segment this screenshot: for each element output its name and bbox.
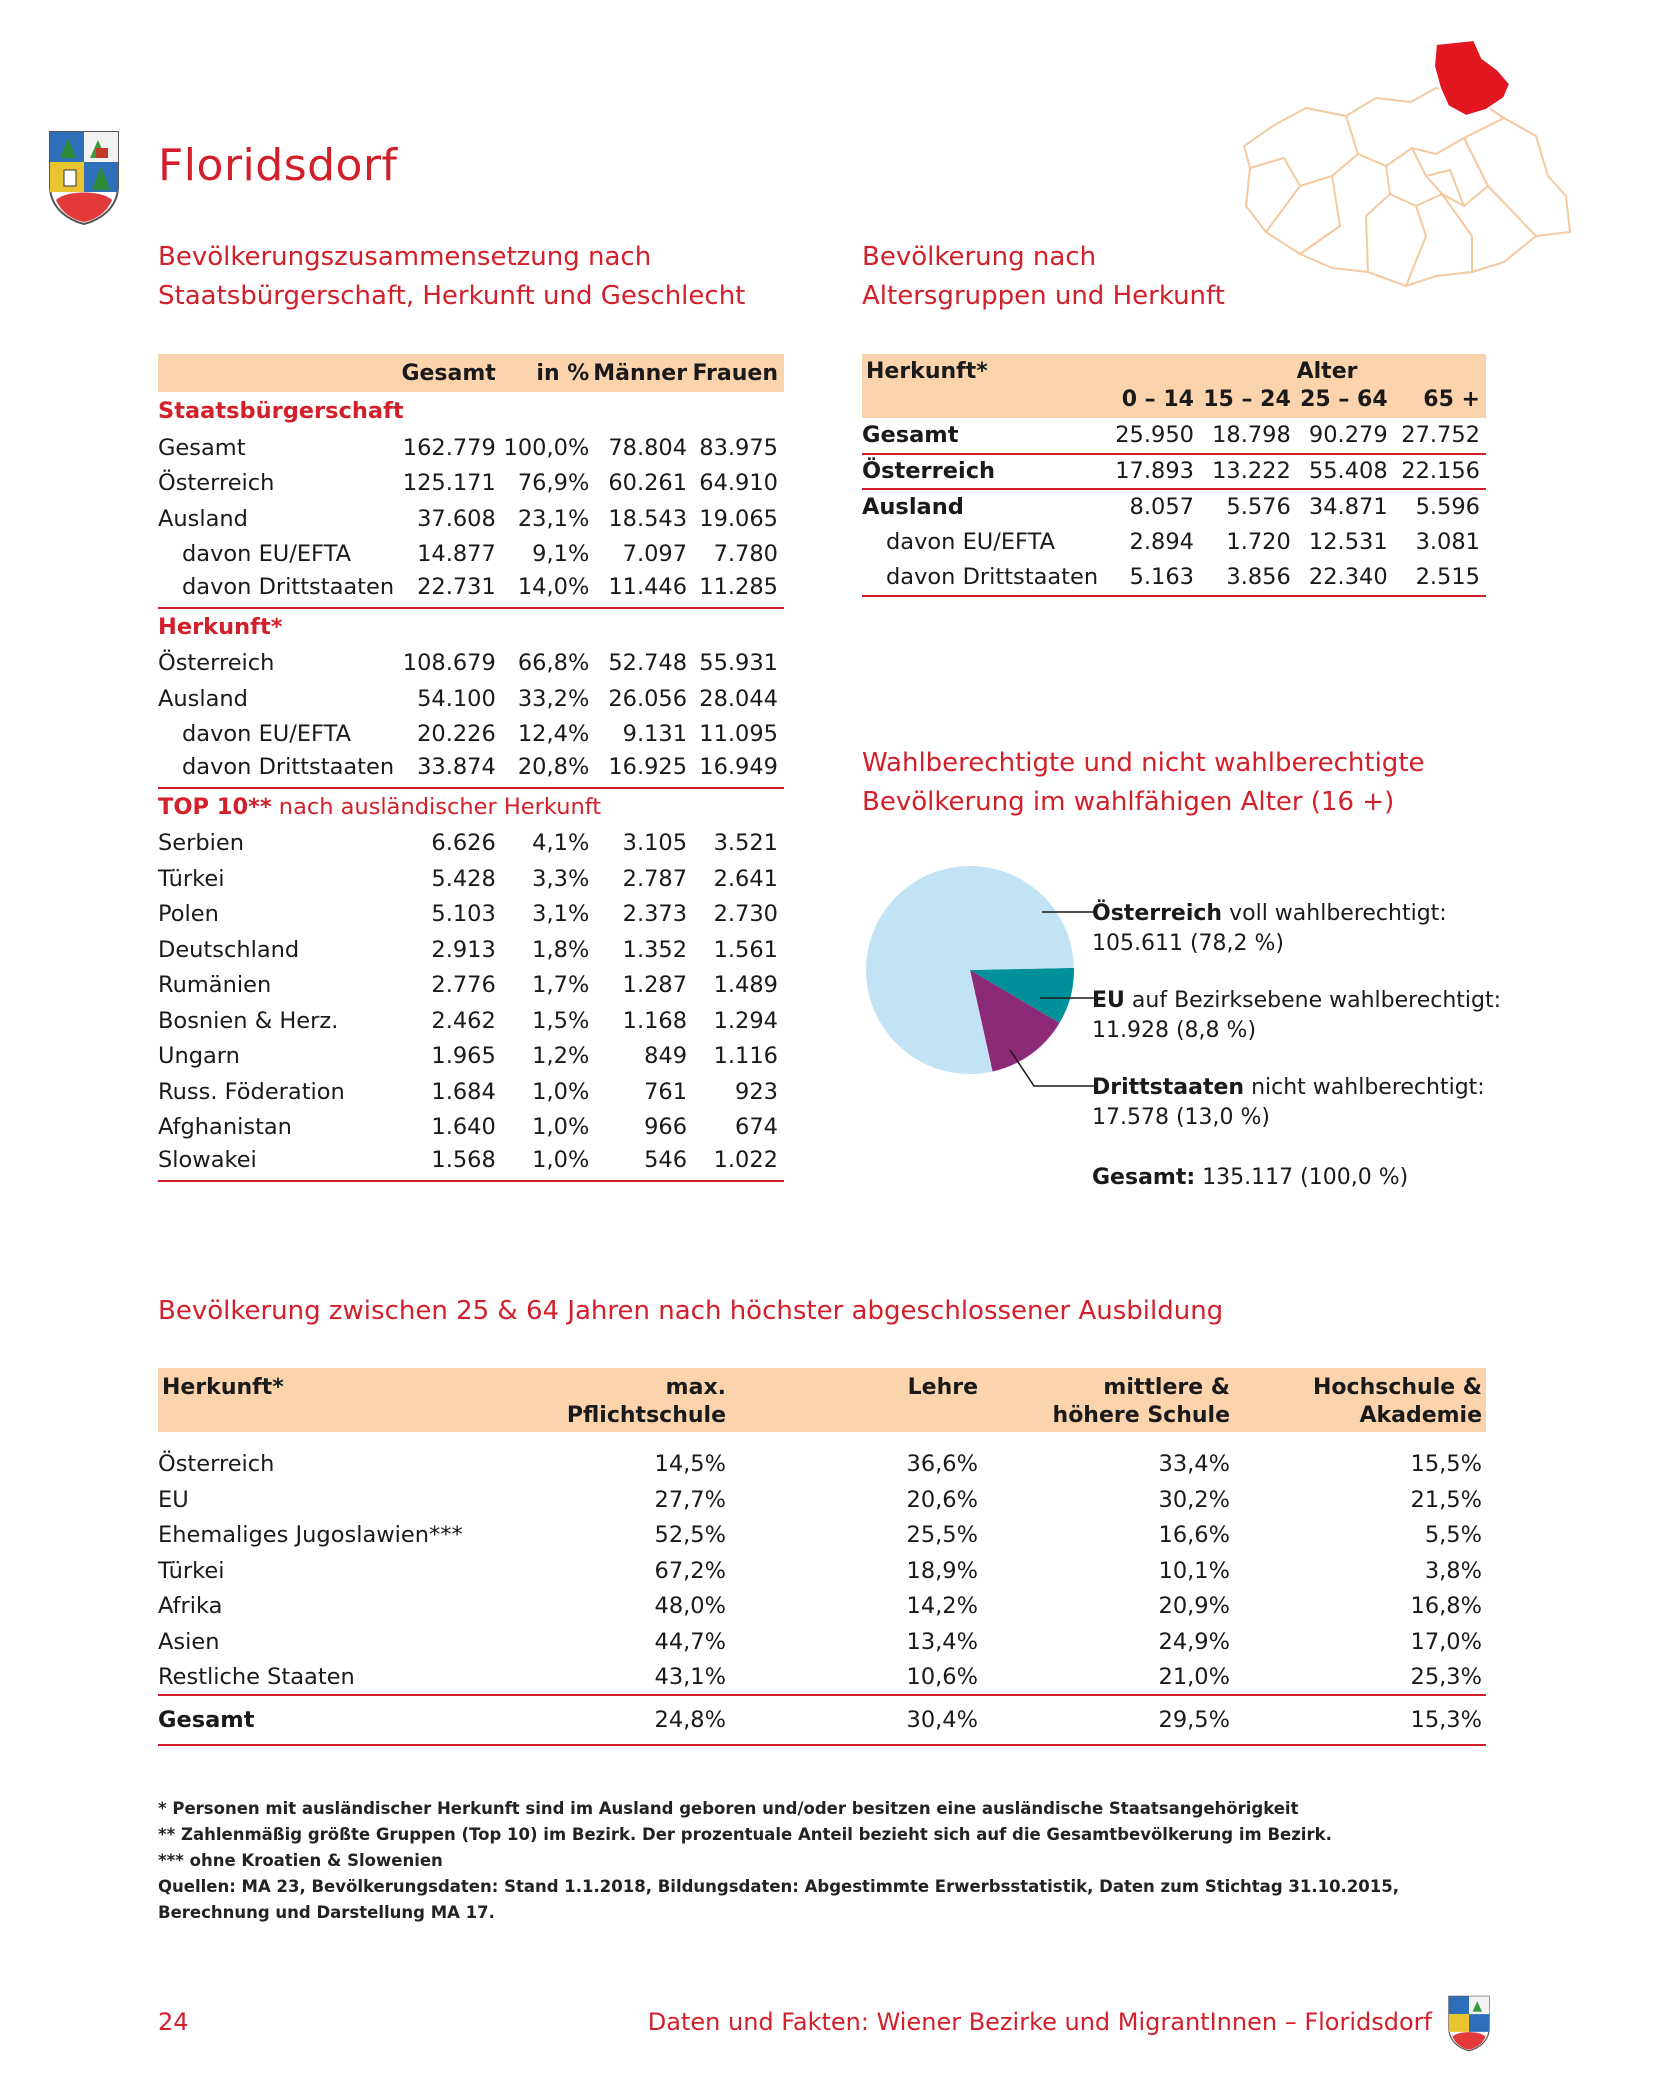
footnote: Quellen: MA 23, Bevölkerungsdaten: Stand 1.1.2018, Bildungsdaten: Abgestimmte Erwerbsstatistik, Daten zum Stichtag 31.10.2015, bbox=[158, 1877, 1400, 1896]
table-cell: 125.171 bbox=[402, 470, 496, 497]
table-cell: 14,5% bbox=[654, 1451, 726, 1477]
table-cell: 30,4% bbox=[726, 1695, 978, 1745]
table-cell: 7.097 bbox=[622, 541, 688, 568]
footer-text: Daten und Fakten: Wiener Bezirke und MigrantInnen – Floridsdorf bbox=[647, 2008, 1432, 2036]
table-cell: 17.893 bbox=[1098, 454, 1194, 490]
table-cell: 2.730 bbox=[713, 901, 778, 928]
row-label: Ausland bbox=[158, 505, 248, 532]
pie-leader-lines bbox=[1000, 880, 1100, 1100]
table-cell: 546 bbox=[589, 1145, 687, 1181]
table-row bbox=[158, 717, 784, 753]
table-cell: 3.521 bbox=[713, 830, 778, 857]
row-label: Ausland bbox=[158, 685, 248, 712]
table-cell: 4,1% bbox=[532, 830, 590, 857]
label-bold: Gesamt: bbox=[1092, 1165, 1196, 1190]
label-bold: Drittstaaten bbox=[1092, 1075, 1245, 1100]
table-cell: 23,1% bbox=[517, 505, 590, 532]
table-cell: 1,7% bbox=[532, 972, 590, 999]
table-cell: 108.679 bbox=[402, 650, 496, 677]
table-cell: 25.950 bbox=[1098, 418, 1194, 454]
column-header: 0 – 14 bbox=[1098, 384, 1194, 418]
table-cell: 17,0% bbox=[1410, 1628, 1482, 1655]
table-cell: 2.894 bbox=[1129, 529, 1194, 556]
table-cell: 25,3% bbox=[1410, 1663, 1482, 1690]
table-cell: 60.261 bbox=[608, 470, 688, 497]
table-cell: 55.931 bbox=[699, 650, 778, 677]
table-cell: 1.561 bbox=[713, 936, 778, 963]
table-cell: 78.804 bbox=[608, 434, 688, 461]
column-header: Alter bbox=[1098, 354, 1486, 384]
table-row bbox=[158, 897, 784, 933]
column-header: in % bbox=[496, 354, 590, 392]
table-cell: 28.044 bbox=[699, 685, 778, 712]
table-cell: 76,9% bbox=[517, 470, 590, 497]
table-row bbox=[862, 560, 1486, 596]
table-cell: 6.626 bbox=[431, 830, 496, 857]
table-cell: 966 bbox=[644, 1114, 688, 1141]
row-label: davon EU/EFTA bbox=[182, 541, 351, 568]
header-line: höhere Schule bbox=[1052, 1403, 1230, 1428]
table-cell: 16.925 bbox=[589, 752, 687, 788]
table-cell: 22.731 bbox=[394, 572, 496, 608]
table-cell: 24,9% bbox=[1158, 1628, 1230, 1655]
table-cell: 14.877 bbox=[417, 541, 496, 568]
table-cell: 44,7% bbox=[654, 1628, 726, 1655]
section-title-education: Bevölkerung zwischen 25 & 64 Jahren nach höchster abgeschlossener Ausbildung bbox=[158, 1296, 1224, 1326]
label-text: auf Bezirksebene wahlberechtigt: bbox=[1124, 988, 1502, 1013]
column-header bbox=[158, 354, 394, 392]
table-row bbox=[158, 537, 784, 573]
table-header-row bbox=[158, 1368, 1486, 1432]
column-header: Lehre bbox=[726, 1368, 978, 1432]
table-cell: 849 bbox=[644, 1043, 688, 1070]
table-cell: 1.294 bbox=[713, 1007, 778, 1034]
table-cell: 12.531 bbox=[1308, 529, 1388, 556]
table-cell: 25,5% bbox=[906, 1522, 978, 1549]
table-cell: 18.798 bbox=[1194, 418, 1291, 454]
table-cell: 674 bbox=[735, 1114, 778, 1141]
table-row bbox=[158, 430, 784, 466]
table-cell: 1.022 bbox=[687, 1145, 784, 1181]
label-value: 105.611 (78,2 %) bbox=[1092, 931, 1285, 956]
title-line: Wahlberechtigte und nicht wahlberechtigte bbox=[862, 748, 1425, 778]
table-cell: 10,1% bbox=[1158, 1557, 1230, 1584]
row-label: Türkei bbox=[158, 1557, 225, 1584]
table-cell: 9.131 bbox=[622, 721, 688, 748]
title-line: Altersgruppen und Herkunft bbox=[862, 281, 1225, 311]
table-row bbox=[862, 525, 1486, 561]
row-label: davon Drittstaaten bbox=[158, 572, 394, 608]
leader-line-third bbox=[1010, 1050, 1096, 1086]
table-cell: 20.226 bbox=[417, 721, 496, 748]
header-line: max. bbox=[665, 1375, 726, 1400]
table-cell: 22.340 bbox=[1291, 560, 1388, 596]
section-title-voting bbox=[862, 744, 1502, 822]
table-row bbox=[158, 861, 784, 897]
column-header: Herkunft* bbox=[862, 354, 1098, 384]
table-cell: 3.856 bbox=[1194, 560, 1291, 596]
table-cell: 52.748 bbox=[608, 650, 688, 677]
table-row bbox=[158, 932, 784, 968]
table-cell: 30,2% bbox=[1158, 1486, 1230, 1513]
table-cell: 55.408 bbox=[1291, 454, 1388, 490]
table-cell: 2.515 bbox=[1388, 560, 1486, 596]
table-cell: 2.913 bbox=[431, 936, 496, 963]
table-cell: 22.156 bbox=[1388, 454, 1486, 490]
table-cell: 10,6% bbox=[906, 1663, 978, 1690]
row-label: davon Drittstaaten bbox=[158, 752, 394, 788]
table-cell: 48,0% bbox=[654, 1593, 726, 1620]
table-cell: 33,2% bbox=[517, 685, 590, 712]
table-cell: 5.163 bbox=[1098, 560, 1194, 596]
row-label: Russ. Föderation bbox=[158, 1078, 345, 1105]
title-line: Bevölkerung nach bbox=[862, 242, 1097, 272]
table-cell: 2.776 bbox=[431, 972, 496, 999]
header-line: Hochschule & bbox=[1313, 1375, 1482, 1400]
footnote: *** ohne Kroatien & Slowenien bbox=[158, 1851, 443, 1870]
table-cell: 1,0% bbox=[532, 1114, 590, 1141]
age-group-table bbox=[862, 354, 1486, 597]
table-cell: 14,2% bbox=[906, 1593, 978, 1620]
column-header: Herkunft* bbox=[158, 1368, 498, 1432]
table-subheader-row bbox=[158, 392, 784, 430]
table-cell: 18.543 bbox=[608, 505, 688, 532]
footnotes bbox=[158, 1796, 1498, 1926]
table-cell: 3,8% bbox=[1424, 1557, 1482, 1584]
crest-icon bbox=[46, 128, 122, 226]
table-cell: 1.640 bbox=[431, 1114, 496, 1141]
header-line: Akademie bbox=[1359, 1403, 1482, 1428]
table-row bbox=[158, 1553, 1486, 1589]
title-line: Bevölkerungszusammensetzung nach bbox=[158, 242, 652, 272]
label-text: voll wahlberechtigt: bbox=[1222, 901, 1447, 926]
row-label: Ungarn bbox=[158, 1043, 240, 1070]
table-row bbox=[862, 418, 1486, 454]
table-cell: 21,5% bbox=[1410, 1486, 1482, 1513]
column-header: 15 – 24 bbox=[1194, 384, 1291, 418]
table-cell: 24,8% bbox=[498, 1695, 726, 1745]
row-label: Asien bbox=[158, 1628, 220, 1655]
subheader-cell: Staatsbürgerschaft bbox=[158, 398, 404, 424]
table-cell: 66,8% bbox=[517, 650, 590, 677]
row-label: Deutschland bbox=[158, 936, 300, 963]
table-cell: 20,9% bbox=[1158, 1593, 1230, 1620]
table-cell: 923 bbox=[735, 1078, 778, 1105]
table-cell: 1.568 bbox=[394, 1145, 496, 1181]
table-cell: 3,3% bbox=[532, 865, 590, 892]
table-cell: 20,8% bbox=[496, 752, 590, 788]
row-label: Österreich bbox=[158, 650, 275, 677]
row-label: Rumänien bbox=[158, 972, 272, 999]
table-cell: 67,2% bbox=[654, 1557, 726, 1584]
table-cell: 52,5% bbox=[654, 1522, 726, 1549]
table-cell: 14,0% bbox=[496, 572, 590, 608]
table-row bbox=[158, 646, 784, 682]
row-label: davon EU/EFTA bbox=[886, 529, 1055, 556]
row-label: davon EU/EFTA bbox=[182, 721, 351, 748]
table-cell: 16,6% bbox=[1158, 1522, 1230, 1549]
table-row bbox=[158, 1482, 1486, 1518]
table-cell: 27,7% bbox=[654, 1486, 726, 1513]
row-label: davon Drittstaaten bbox=[862, 560, 1098, 596]
table-cell: 1.352 bbox=[622, 936, 688, 963]
row-label: Österreich bbox=[158, 470, 275, 497]
row-label: Österreich bbox=[862, 454, 1098, 490]
label-bold: EU bbox=[1092, 988, 1125, 1013]
table-cell: 15,5% bbox=[1410, 1451, 1482, 1477]
row-label: Restliche Staaten bbox=[158, 1663, 355, 1690]
table-cell: 2.787 bbox=[622, 865, 688, 892]
column-header bbox=[978, 1368, 1230, 1432]
column-header bbox=[1230, 1368, 1486, 1432]
table-cell: 64.910 bbox=[699, 470, 778, 497]
table-row bbox=[158, 1432, 1486, 1482]
row-label: Türkei bbox=[158, 865, 225, 892]
table-cell: 13.222 bbox=[1194, 454, 1291, 490]
table-row bbox=[862, 489, 1486, 525]
row-label: Afghanistan bbox=[158, 1114, 292, 1141]
table-row bbox=[158, 1624, 1486, 1660]
subheader-cell bbox=[158, 788, 784, 826]
table-cell: 43,1% bbox=[654, 1663, 726, 1690]
education-table bbox=[158, 1368, 1486, 1746]
table-row bbox=[158, 1660, 1486, 1696]
label-text: nicht wahlberechtigt: bbox=[1244, 1075, 1485, 1100]
table-cell: 5.103 bbox=[431, 901, 496, 928]
table-cell: 26.056 bbox=[608, 685, 688, 712]
table-cell: 2.462 bbox=[431, 1007, 496, 1034]
table-row bbox=[158, 572, 784, 608]
citizenship-table bbox=[158, 354, 784, 1182]
footnote: Berechnung und Darstellung MA 17. bbox=[158, 1903, 495, 1922]
table-cell: 19.065 bbox=[699, 505, 778, 532]
table-cell: 2.641 bbox=[713, 865, 778, 892]
table-row bbox=[158, 1589, 1486, 1625]
pie-label-austria bbox=[1092, 899, 1447, 959]
table-row bbox=[158, 1110, 784, 1146]
row-label: Slowakei bbox=[158, 1145, 394, 1181]
table-cell: 162.779 bbox=[402, 434, 496, 461]
table-cell: 1.116 bbox=[713, 1043, 778, 1070]
table-cell: 13,4% bbox=[906, 1628, 978, 1655]
table-cell: 83.975 bbox=[699, 434, 778, 461]
title-line: Staatsbürgerschaft, Herkunft und Geschlecht bbox=[158, 281, 746, 311]
table-row bbox=[158, 1145, 784, 1181]
table-header-row bbox=[862, 354, 1486, 384]
table-cell: 16.949 bbox=[687, 752, 784, 788]
table-cell: 761 bbox=[644, 1078, 688, 1105]
table-cell: 37.608 bbox=[417, 505, 496, 532]
crest-icon bbox=[1446, 1994, 1492, 2052]
section-title-citizenship bbox=[158, 238, 798, 316]
table-header-row bbox=[862, 384, 1486, 418]
label-value: 11.928 (8,8 %) bbox=[1092, 1018, 1257, 1043]
table-cell: 33,4% bbox=[1158, 1451, 1230, 1477]
table-row bbox=[862, 454, 1486, 490]
table-cell: 11.446 bbox=[589, 572, 687, 608]
table-cell: 5.428 bbox=[431, 865, 496, 892]
row-label: Polen bbox=[158, 901, 219, 928]
pie-label-total bbox=[1092, 1163, 1408, 1193]
title-line: Bevölkerung im wahlfähigen Alter (16 +) bbox=[862, 787, 1395, 817]
row-label: EU bbox=[158, 1486, 189, 1513]
table-cell: 1,5% bbox=[532, 1007, 590, 1034]
table-cell: 5.576 bbox=[1226, 494, 1291, 521]
subheader-cell: Herkunft* bbox=[158, 614, 283, 640]
row-label: Bosnien & Herz. bbox=[158, 1007, 339, 1034]
table-cell: 8.057 bbox=[1129, 494, 1194, 521]
pie-label-third-countries bbox=[1092, 1073, 1485, 1133]
table-cell: 90.279 bbox=[1291, 418, 1388, 454]
table-cell: 3.105 bbox=[622, 830, 688, 857]
table-row bbox=[158, 826, 784, 862]
table-cell: 27.752 bbox=[1388, 418, 1486, 454]
row-label: Gesamt bbox=[158, 1695, 498, 1745]
header-line: mittlere & bbox=[1103, 1375, 1230, 1400]
table-cell: 34.871 bbox=[1308, 494, 1388, 521]
table-row bbox=[158, 681, 784, 717]
table-cell: 29,5% bbox=[978, 1695, 1230, 1745]
table-row bbox=[158, 1039, 784, 1075]
table-cell: 21,0% bbox=[1158, 1663, 1230, 1690]
table-total-row bbox=[158, 1695, 1486, 1745]
table-header-row bbox=[158, 354, 784, 392]
table-cell: 1.287 bbox=[622, 972, 688, 999]
table-cell: 20,6% bbox=[906, 1486, 978, 1513]
table-row bbox=[158, 1003, 784, 1039]
table-cell: 2.373 bbox=[622, 901, 688, 928]
column-header bbox=[498, 1368, 726, 1432]
table-cell: 12,4% bbox=[517, 721, 590, 748]
table-cell: 3.081 bbox=[1415, 529, 1480, 556]
table-cell: 33.874 bbox=[394, 752, 496, 788]
column-header bbox=[862, 384, 1098, 418]
section-title-age-groups bbox=[862, 238, 1502, 316]
row-label: Serbien bbox=[158, 830, 245, 857]
footnote: ** Zahlenmäßig größte Gruppen (Top 10) im Bezirk. Der prozentuale Anteil bezieht sich auf die Gesamtbevölkerung im Bezirk. bbox=[158, 1825, 1332, 1844]
subheader-bold: TOP 10** bbox=[158, 794, 272, 820]
table-cell: 54.100 bbox=[417, 685, 496, 712]
table-cell: 1,8% bbox=[532, 936, 590, 963]
table-cell: 1,0% bbox=[532, 1078, 590, 1105]
column-header: Männer bbox=[589, 354, 687, 392]
header-line: Pflichtschule bbox=[566, 1403, 726, 1428]
pie-label-eu bbox=[1092, 986, 1501, 1046]
row-label: Ehemaliges Jugoslawien*** bbox=[158, 1522, 463, 1549]
table-cell: 1.684 bbox=[431, 1078, 496, 1105]
table-cell: 11.285 bbox=[687, 572, 784, 608]
table-subheader-row bbox=[158, 788, 784, 826]
table-subheader-row bbox=[158, 608, 784, 646]
label-bold: Österreich bbox=[1092, 901, 1223, 926]
table-cell: 1,0% bbox=[496, 1145, 590, 1181]
table-cell: 1.720 bbox=[1226, 529, 1291, 556]
table-cell: 1,2% bbox=[532, 1043, 590, 1070]
table-row bbox=[158, 752, 784, 788]
table-row bbox=[158, 1074, 784, 1110]
subheader-text: nach ausländischer Herkunft bbox=[271, 794, 602, 820]
row-label: Afrika bbox=[158, 1593, 223, 1620]
table-cell: 7.780 bbox=[713, 541, 778, 568]
table-row bbox=[158, 968, 784, 1004]
page-number: 24 bbox=[158, 2008, 189, 2036]
table-cell: 1.965 bbox=[431, 1043, 496, 1070]
table-cell: 15,3% bbox=[1230, 1695, 1486, 1745]
table-cell: 5.596 bbox=[1415, 494, 1480, 521]
row-label: Österreich bbox=[158, 1451, 275, 1477]
row-label: Gesamt bbox=[862, 418, 1098, 454]
table-cell: 3,1% bbox=[532, 901, 590, 928]
column-header: 65 + bbox=[1388, 384, 1486, 418]
table-row bbox=[158, 466, 784, 502]
footnote: * Personen mit ausländischer Herkunft sind im Ausland geboren und/oder besitzen eine ausländische Staatsangehörigkeit bbox=[158, 1799, 1299, 1818]
table-cell: 18,9% bbox=[906, 1557, 978, 1584]
table-cell: 1.489 bbox=[713, 972, 778, 999]
column-header: Frauen bbox=[687, 354, 784, 392]
label-value: 17.578 (13,0 %) bbox=[1092, 1105, 1271, 1130]
table-row bbox=[158, 1518, 1486, 1554]
row-label: Ausland bbox=[862, 494, 964, 521]
table-cell: 100,0% bbox=[503, 434, 590, 461]
table-cell: 1.168 bbox=[622, 1007, 688, 1034]
table-row bbox=[158, 501, 784, 537]
table-cell: 16,8% bbox=[1410, 1593, 1482, 1620]
table-cell: 9,1% bbox=[532, 541, 590, 568]
table-cell: 11.095 bbox=[699, 721, 778, 748]
column-header: 25 – 64 bbox=[1291, 384, 1388, 418]
table-cell: 36,6% bbox=[906, 1451, 978, 1477]
row-label: Gesamt bbox=[158, 434, 246, 461]
column-header: Gesamt bbox=[394, 354, 496, 392]
label-text: 135.117 (100,0 %) bbox=[1195, 1165, 1409, 1190]
page-title: Floridsdorf bbox=[158, 140, 398, 191]
table-cell: 5,5% bbox=[1424, 1522, 1482, 1549]
